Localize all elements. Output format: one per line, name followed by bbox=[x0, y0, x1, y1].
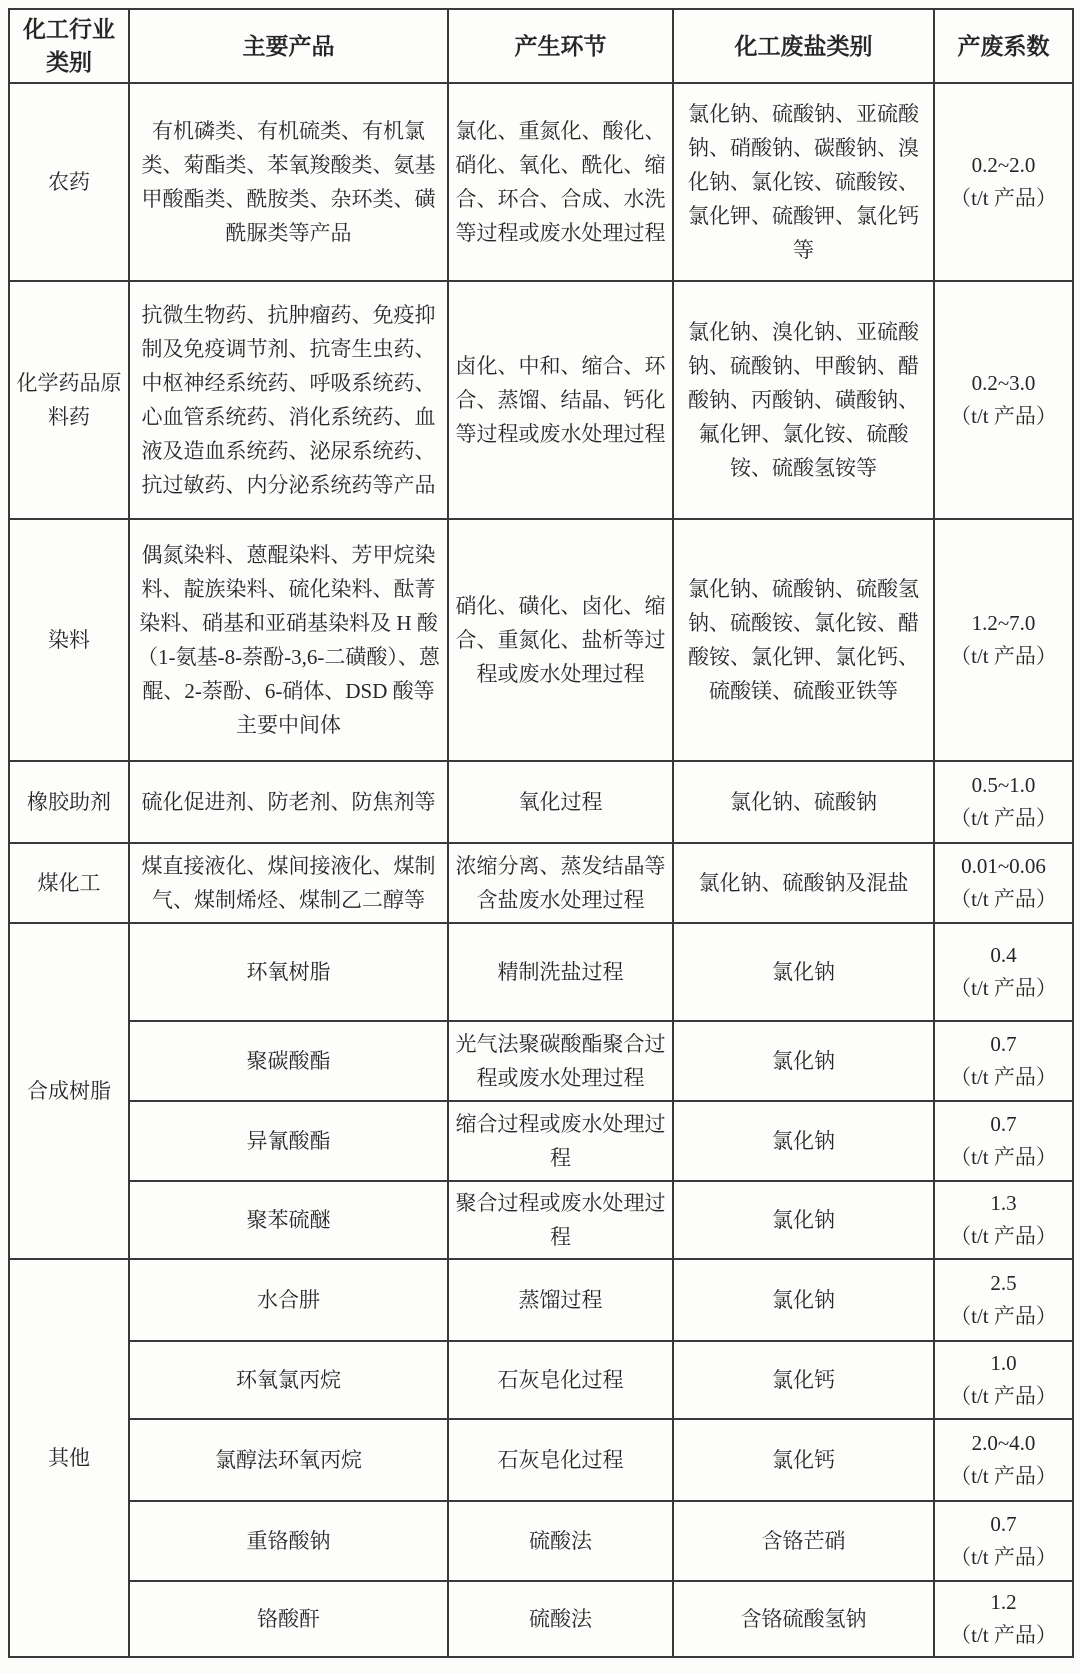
cell-coefficient bbox=[934, 1101, 1073, 1181]
cell-coefficient bbox=[934, 843, 1073, 923]
coefficient-value: 0.4 bbox=[990, 943, 1017, 967]
coefficient-unit: （t/t 产品） bbox=[950, 1304, 1057, 1328]
cell-process: 石灰皂化过程 bbox=[448, 1341, 673, 1419]
table-row-rubber-additive bbox=[9, 761, 1073, 843]
cell-products: 异氰酸酯 bbox=[129, 1101, 448, 1181]
table-body bbox=[9, 83, 1073, 1657]
header-row bbox=[9, 9, 1073, 83]
cell-salts: 含铬芒硝 bbox=[673, 1501, 934, 1581]
cell-products: 聚碳酸酯 bbox=[129, 1021, 448, 1101]
cell-products: 煤直接液化、煤间接液化、煤制气、煤制烯烃、煤制乙二醇等 bbox=[129, 843, 448, 923]
cell-products: 环氧氯丙烷 bbox=[129, 1341, 448, 1419]
header-industry-category: 化工行业类别 bbox=[9, 9, 129, 83]
coefficient-value: 0.7 bbox=[990, 1032, 1017, 1056]
coefficient-unit: （t/t 产品） bbox=[950, 1384, 1057, 1408]
coefficient-value: 0.01~0.06 bbox=[961, 854, 1046, 878]
header-waste-coefficient: 产废系数 bbox=[934, 9, 1073, 83]
coefficient-unit: （t/t 产品） bbox=[950, 1623, 1057, 1647]
cell-category-synthetic-resin: 合成树脂 bbox=[9, 923, 129, 1259]
cell-category: 煤化工 bbox=[9, 843, 129, 923]
table-row-chromic-anhydride bbox=[9, 1581, 1073, 1657]
cell-products: 抗微生物药、抗肿瘤药、免疫抑制及免疫调节剂、抗寄生虫药、中枢神经系统药、呼吸系统药、心血管系统药、消化系统药、血液及造血系统药、泌尿系统药、抗过敏药、内分泌系统药等产品 bbox=[129, 281, 448, 519]
coefficient-value: 0.7 bbox=[990, 1512, 1017, 1536]
header-waste-salt-type: 化工废盐类别 bbox=[673, 9, 934, 83]
coefficient-value: 2.0~4.0 bbox=[971, 1431, 1036, 1455]
table-row-polycarbonate bbox=[9, 1021, 1073, 1101]
table-row-pesticide bbox=[9, 83, 1073, 281]
cell-salts: 氯化钠 bbox=[673, 1021, 934, 1101]
cell-salts: 氯化钠、硫酸钠及混盐 bbox=[673, 843, 934, 923]
table-row-hydrazine-hydrate bbox=[9, 1259, 1073, 1341]
header-generation-stage: 产生环节 bbox=[448, 9, 673, 83]
cell-coefficient bbox=[934, 1501, 1073, 1581]
cell-coefficient bbox=[934, 519, 1073, 761]
chemical-waste-salt-table bbox=[8, 8, 1074, 1658]
coefficient-unit: （t/t 产品） bbox=[950, 1224, 1057, 1248]
cell-salts: 氯化钠、硫酸钠、亚硫酸钠、硝酸钠、碳酸钠、溴化钠、氯化铵、硫酸铵、氯化钾、硫酸钾、氯化钙等 bbox=[673, 83, 934, 281]
coefficient-unit: （t/t 产品） bbox=[950, 1545, 1057, 1569]
cell-process: 卤化、中和、缩合、环合、蒸馏、结晶、钙化等过程或废水处理过程 bbox=[448, 281, 673, 519]
cell-category: 化学药品原料药 bbox=[9, 281, 129, 519]
table-row-dye bbox=[9, 519, 1073, 761]
table-row-pps bbox=[9, 1181, 1073, 1259]
cell-category-other: 其他 bbox=[9, 1259, 129, 1657]
coefficient-unit: （t/t 产品） bbox=[950, 1065, 1057, 1089]
cell-process: 氧化过程 bbox=[448, 761, 673, 843]
cell-category: 染料 bbox=[9, 519, 129, 761]
cell-process: 蒸馏过程 bbox=[448, 1259, 673, 1341]
coefficient-unit: （t/t 产品） bbox=[950, 644, 1057, 668]
cell-coefficient bbox=[934, 83, 1073, 281]
cell-process: 光气法聚碳酸酯聚合过程或废水处理过程 bbox=[448, 1021, 673, 1101]
table-row-sodium-dichromate bbox=[9, 1501, 1073, 1581]
cell-products: 重铬酸钠 bbox=[129, 1501, 448, 1581]
cell-products: 氯醇法环氧丙烷 bbox=[129, 1419, 448, 1501]
table-row-epoxy-resin bbox=[9, 923, 1073, 1021]
cell-process: 精制洗盐过程 bbox=[448, 923, 673, 1021]
coefficient-unit: （t/t 产品） bbox=[950, 976, 1057, 1000]
table-row-coal-chemical bbox=[9, 843, 1073, 923]
cell-salts: 氯化钠 bbox=[673, 1181, 934, 1259]
coefficient-unit: （t/t 产品） bbox=[950, 806, 1057, 830]
cell-coefficient bbox=[934, 1581, 1073, 1657]
cell-salts: 氯化钙 bbox=[673, 1419, 934, 1501]
coefficient-value: 1.2 bbox=[990, 1590, 1017, 1614]
cell-process: 硫酸法 bbox=[448, 1581, 673, 1657]
cell-coefficient bbox=[934, 1021, 1073, 1101]
coefficient-value: 0.2~2.0 bbox=[971, 153, 1036, 177]
cell-process: 浓缩分离、蒸发结晶等含盐废水处理过程 bbox=[448, 843, 673, 923]
table-header bbox=[9, 9, 1073, 83]
cell-coefficient bbox=[934, 1419, 1073, 1501]
cell-coefficient bbox=[934, 281, 1073, 519]
cell-process: 氯化、重氮化、酸化、硝化、氧化、酰化、缩合、环合、合成、水洗等过程或废水处理过程 bbox=[448, 83, 673, 281]
cell-products: 铬酸酐 bbox=[129, 1581, 448, 1657]
header-main-products: 主要产品 bbox=[129, 9, 448, 83]
cell-salts: 氯化钠 bbox=[673, 1259, 934, 1341]
coefficient-value: 2.5 bbox=[990, 1271, 1017, 1295]
cell-salts: 氯化钠 bbox=[673, 1101, 934, 1181]
cell-process: 聚合过程或废水处理过程 bbox=[448, 1181, 673, 1259]
table-row-isocyanate bbox=[9, 1101, 1073, 1181]
coefficient-value: 1.3 bbox=[990, 1191, 1017, 1215]
coefficient-unit: （t/t 产品） bbox=[950, 887, 1057, 911]
table-row-propylene-oxide bbox=[9, 1419, 1073, 1501]
cell-salts: 氯化钙 bbox=[673, 1341, 934, 1419]
cell-coefficient bbox=[934, 923, 1073, 1021]
coefficient-value: 1.0 bbox=[990, 1351, 1017, 1375]
cell-salts: 氯化钠、硫酸钠、硫酸氢钠、硫酸铵、氯化铵、醋酸铵、氯化钾、氯化钙、硫酸镁、硫酸亚铁等 bbox=[673, 519, 934, 761]
cell-products: 聚苯硫醚 bbox=[129, 1181, 448, 1259]
cell-products: 有机磷类、有机硫类、有机氯类、菊酯类、苯氧羧酸类、氨基甲酸酯类、酰胺类、杂环类、磺酰脲类等产品 bbox=[129, 83, 448, 281]
cell-products: 水合肼 bbox=[129, 1259, 448, 1341]
cell-products: 硫化促进剂、防老剂、防焦剂等 bbox=[129, 761, 448, 843]
coefficient-unit: （t/t 产品） bbox=[950, 404, 1057, 428]
coefficient-value: 0.7 bbox=[990, 1112, 1017, 1136]
coefficient-unit: （t/t 产品） bbox=[950, 186, 1057, 210]
cell-coefficient bbox=[934, 1259, 1073, 1341]
coefficient-value: 1.2~7.0 bbox=[971, 611, 1036, 635]
table-row-pharma bbox=[9, 281, 1073, 519]
table-row-epichlorohydrin bbox=[9, 1341, 1073, 1419]
coefficient-value: 0.5~1.0 bbox=[971, 773, 1036, 797]
coefficient-unit: （t/t 产品） bbox=[950, 1464, 1057, 1488]
cell-products: 偶氮染料、蒽醌染料、芳甲烷染料、靛族染料、硫化染料、酞菁染料、硝基和亚硝基染料及 H 酸（1-氨基-8-萘酚-3,6-二磺酸）、蒽醌、2-萘酚、6-硝体、DSD 酸等主要中间体 bbox=[129, 519, 448, 761]
cell-process: 硝化、磺化、卤化、缩合、重氮化、盐析等过程或废水处理过程 bbox=[448, 519, 673, 761]
cell-salts: 氯化钠 bbox=[673, 923, 934, 1021]
coefficient-unit: （t/t 产品） bbox=[950, 1145, 1057, 1169]
cell-coefficient bbox=[934, 761, 1073, 843]
cell-process: 硫酸法 bbox=[448, 1501, 673, 1581]
cell-salts: 氯化钠、溴化钠、亚硫酸钠、硫酸钠、甲酸钠、醋酸钠、丙酸钠、磺酸钠、氟化钾、氯化铵、硫酸铵、硫酸氢铵等 bbox=[673, 281, 934, 519]
cell-process: 石灰皂化过程 bbox=[448, 1419, 673, 1501]
cell-products: 环氧树脂 bbox=[129, 923, 448, 1021]
cell-category: 农药 bbox=[9, 83, 129, 281]
cell-category: 橡胶助剂 bbox=[9, 761, 129, 843]
cell-coefficient bbox=[934, 1181, 1073, 1259]
cell-process: 缩合过程或废水处理过程 bbox=[448, 1101, 673, 1181]
coefficient-value: 0.2~3.0 bbox=[971, 371, 1036, 395]
cell-salts: 含铬硫酸氢钠 bbox=[673, 1581, 934, 1657]
cell-salts: 氯化钠、硫酸钠 bbox=[673, 761, 934, 843]
cell-coefficient bbox=[934, 1341, 1073, 1419]
